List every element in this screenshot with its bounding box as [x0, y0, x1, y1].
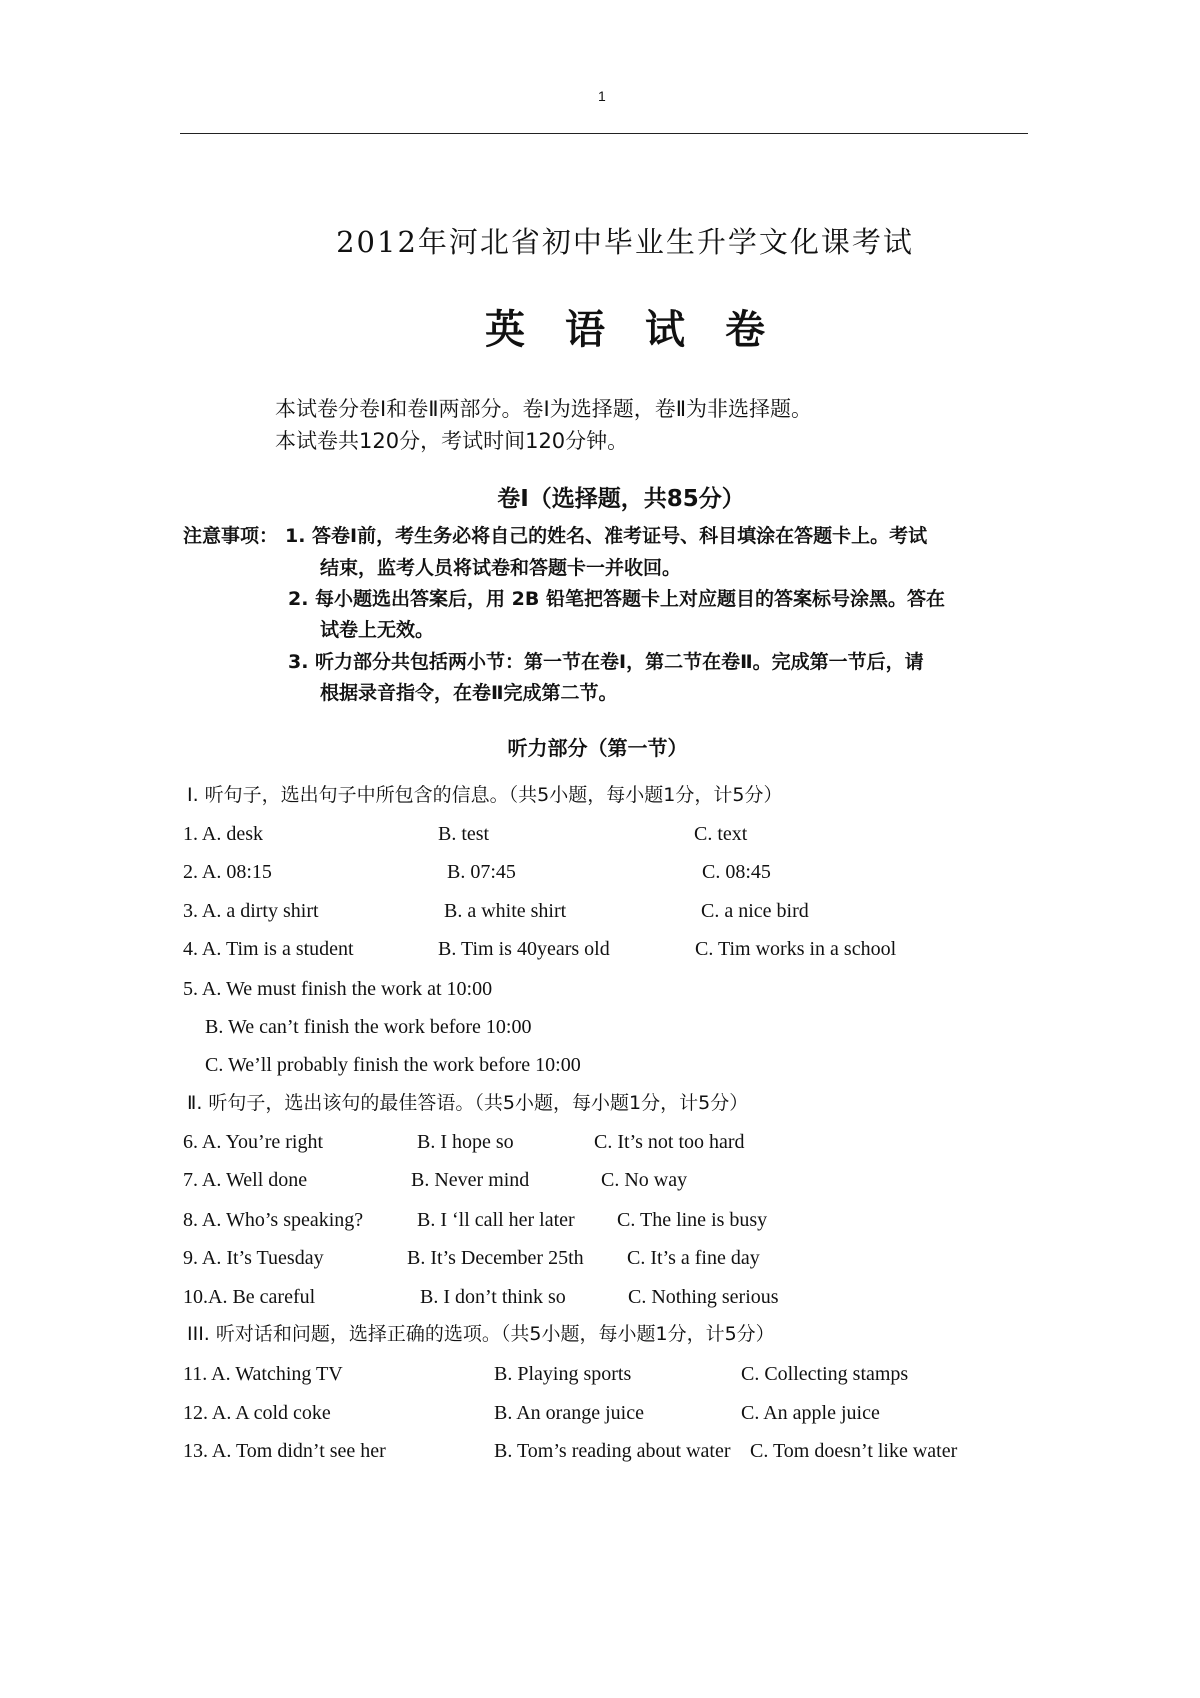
question-option: C. Collecting stamps [741, 1363, 909, 1385]
question-option: C. An apple juice [741, 1402, 880, 1424]
question-option: B. 07:45 [447, 861, 516, 883]
question-option: B. An orange juice [494, 1402, 644, 1424]
question-option: B. Tim is 40years old [438, 938, 610, 960]
listening-heading: 听力部分（第一节） [507, 736, 688, 760]
header-rule [180, 133, 1028, 134]
question-option: B. I hope so [417, 1131, 514, 1153]
exam-subtitle: 英 语 试 卷 [485, 307, 765, 353]
question-option: 6. A. You’re right [183, 1131, 324, 1153]
question-option: 12. A. A cold coke [183, 1402, 331, 1424]
question-option: C. Tom doesn’t like water [750, 1440, 958, 1462]
question-option: B. a white shirt [444, 900, 567, 922]
section-heading: Ⅰ. 听句子，选出句子中所包含的信息。（共5小题，每小题1分，计5分） [187, 784, 783, 806]
page-number: 1 [598, 88, 606, 104]
question-option: C. We’ll probably finish the work before 10:00 [205, 1054, 581, 1076]
question-option: C. Tim works in a school [695, 938, 897, 960]
question-option: C. The line is busy [617, 1209, 768, 1231]
note-line: 1. 答卷Ⅰ前，考生务必将自己的姓名、准考证号、科目填涂在答题卡上。考试 [285, 525, 928, 547]
question-option: C. It’s a fine day [627, 1247, 760, 1269]
question-option: B. Never mind [411, 1169, 530, 1191]
question-option: 5. A. We must finish the work at 10:00 [183, 978, 493, 1000]
question-option: C. a nice bird [701, 900, 809, 922]
question-option: 10.A. Be careful [183, 1286, 316, 1308]
question-option: B. I don’t think so [420, 1286, 566, 1308]
note-line: 3. 听力部分共包括两小节：第一节在卷Ⅰ，第二节在卷Ⅱ。完成第一节后，请 [288, 651, 924, 673]
question-option: C. No way [601, 1169, 688, 1191]
question-option: B. I ‘ll call her later [417, 1209, 575, 1231]
part-heading: 卷Ⅰ（选择题，共85分） [497, 486, 745, 512]
question-option: B. test [438, 823, 490, 845]
section-heading: Ⅱ. 听句子，选出该句的最佳答语。（共5小题，每小题1分，计5分） [187, 1092, 749, 1114]
note-line: 试卷上无效。 [320, 619, 435, 641]
exam-title: 2012年河北省初中毕业生升学文化课考试 [336, 225, 914, 259]
note-line: 2. 每小题选出答案后，用 2B 铅笔把答题卡上对应题目的答案标号涂黑。答在 [288, 588, 945, 610]
question-option: 3. A. a dirty shirt [183, 900, 319, 922]
question-option: B. It’s December 25th [407, 1247, 584, 1269]
section-heading: III. 听对话和问题，选择正确的选项。（共5小题，每小题1分，计5分） [187, 1323, 775, 1345]
note-line: 根据录音指令，在卷Ⅱ完成第二节。 [320, 682, 618, 704]
notes-label: 注意事项： [183, 525, 279, 547]
question-option: C. Nothing serious [628, 1286, 779, 1308]
question-option: 2. A. 08:15 [183, 861, 272, 883]
question-option: C. It’s not too hard [594, 1131, 745, 1153]
intro-line: 本试卷分卷Ⅰ和卷Ⅱ两部分。卷Ⅰ为选择题，卷Ⅱ为非选择题。 [275, 397, 813, 421]
question-option: 1. A. desk [183, 823, 263, 845]
question-option: C. text [694, 823, 748, 845]
question-option: 13. A. Tom didn’t see her [183, 1440, 386, 1462]
question-option: 8. A. Who’s speaking? [183, 1209, 364, 1231]
question-option: B. We can’t finish the work before 10:00 [205, 1016, 532, 1038]
question-option: 7. A. Well done [183, 1169, 308, 1191]
question-option: B. Playing sports [494, 1363, 632, 1385]
question-option: 11. A. Watching TV [183, 1363, 343, 1385]
intro-line: 本试卷共120分，考试时间120分钟。 [275, 429, 629, 453]
question-option: C. 08:45 [702, 861, 771, 883]
question-option: 4. A. Tim is a student [183, 938, 354, 960]
note-line: 结束，监考人员将试卷和答题卡一并收回。 [320, 557, 682, 579]
question-option: 9. A. It’s Tuesday [183, 1247, 324, 1269]
question-option: B. Tom’s reading about water [494, 1440, 731, 1462]
